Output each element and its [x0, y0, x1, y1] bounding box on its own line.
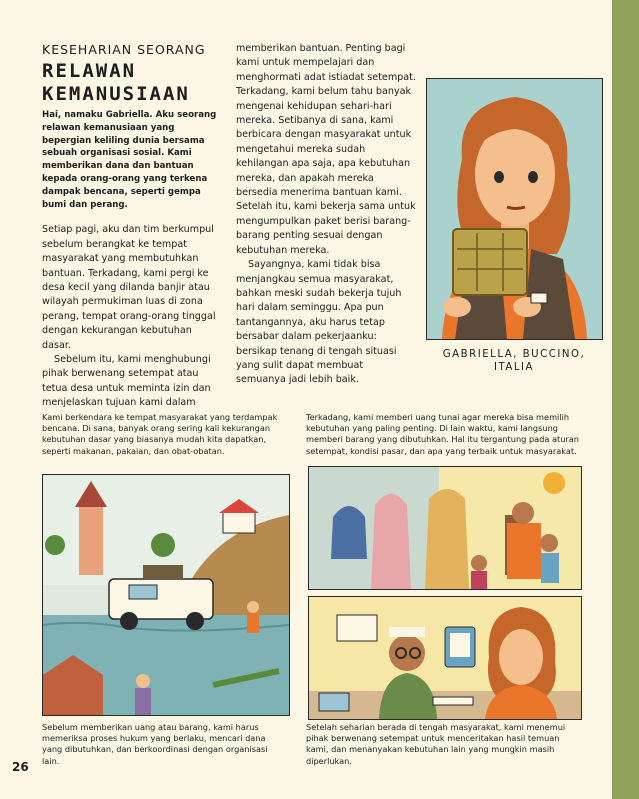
- portrait-credit: [426, 348, 602, 374]
- article-column-left: [42, 42, 222, 411]
- portrait-illustration: [426, 78, 603, 340]
- caption-top-left: Kami berkendara ke tempat masyarakat yang terdampak bencana. Di sana, banyak orang sering kali kekurangan kebutuhan dasar yang biasanya mudah kita dapatkan, seperti makanan, pakaian, dan obat-obatan.: [42, 412, 278, 456]
- market-illustration: [308, 466, 582, 590]
- article-paragraph: memberikan bantuan. Penting bagi kami untuk mempelajari dan menghormati adat istiadat setempat. Terkadang, kami belum tahu banyak mengenai kehidupan sehari-hari mereka. Setibanya di sana, kami berbicara dengan masyarakat untuk mengetahui mereka sudah kehilangan apa saja, apa kebutuhan mereka, dan apakah mereka bersedia menerima bantuan kami. Setelah itu, kami bekerja sama untuk mengumpulkan paket berisi barang-barang penting sesuai dengan kebutuhan mereka.: [236, 43, 416, 256]
- flood-illustration: [42, 474, 290, 716]
- office-illustration: [308, 596, 582, 720]
- page-number: 26: [12, 760, 29, 774]
- caption-top-right: Terkadang, kami memberi uang tunai agar mereka bisa memilih kebutuhan yang paling penting. Di lain waktu, kami langsung memberi barang yang dibutuhkan. Hal itu tergantung pada aturan setempat, kondisi pasar, dan apa yang terbaik untuk masyarakat.: [306, 412, 579, 456]
- article-paragraph: Sebelum itu, kami menghubungi pihak berwenang setempat atau tetua desa untuk meminta izin dan menjelaskan tujuan kami dalam: [42, 354, 211, 409]
- article-kicker: KESEHARIAN SEORANG: [42, 42, 206, 57]
- article-headline-line2: KEMANUSIAAN: [42, 83, 190, 105]
- article-intro: Hai, namaku Gabriella. Aku seorang relawan kemanusiaan yang bepergian keliling dunia bersama sebuah organisasi sosial. Kami memberikan dana dan bantuan kepada orang-orang yang terkena dampak bencana, seperti gempa bumi dan perang.: [42, 110, 217, 210]
- caption-bottom-right: Setelah seharian berada di tengah masyarakat, kami menemui pihak berwenang setempat untuk menceritakan hasil temuan kami, dan menanyakan kebutuhan lain yang mungkin masih diperlukan.: [306, 722, 566, 766]
- article-headline-line1: RELAWAN: [42, 60, 137, 82]
- caption-bottom-left: Sebelum memberikan uang atau barang, kami harus memeriksa proses hukum yang berlaku, mencari dana yang dibutuhkan, dan berkoordinasi dengan organisasi lain.: [42, 722, 268, 766]
- article-paragraph: Setiap pagi, aku dan tim berkumpul sebelum berangkat ke tempat masyarakat yang membutuhkan bantuan. Terkadang, kami pergi ke desa kecil yang dilanda banjir atau wilayah permukiman luas di zona perang, tempat orang-orang tinggal dengan kekurangan kebutuhan dasar.: [42, 224, 216, 351]
- article-paragraph: Sayangnya, kami tidak bisa menjangkau semua masyarakat, bahkan meski sudah bekerja tujuh hari dalam seminggu. Apa pun tantangannya, aku harus tetap bersabar dalam pekerjaanku: bersikap tenang di tengah situasi yang sulit dapat membuat semuanya jadi lebih baik.: [236, 259, 402, 386]
- article-column-middle: [236, 42, 416, 388]
- portrait-credit-line1: GABRIELLA, BUCCINO,: [442, 349, 586, 360]
- portrait-credit-line2: ITALIA: [493, 362, 535, 373]
